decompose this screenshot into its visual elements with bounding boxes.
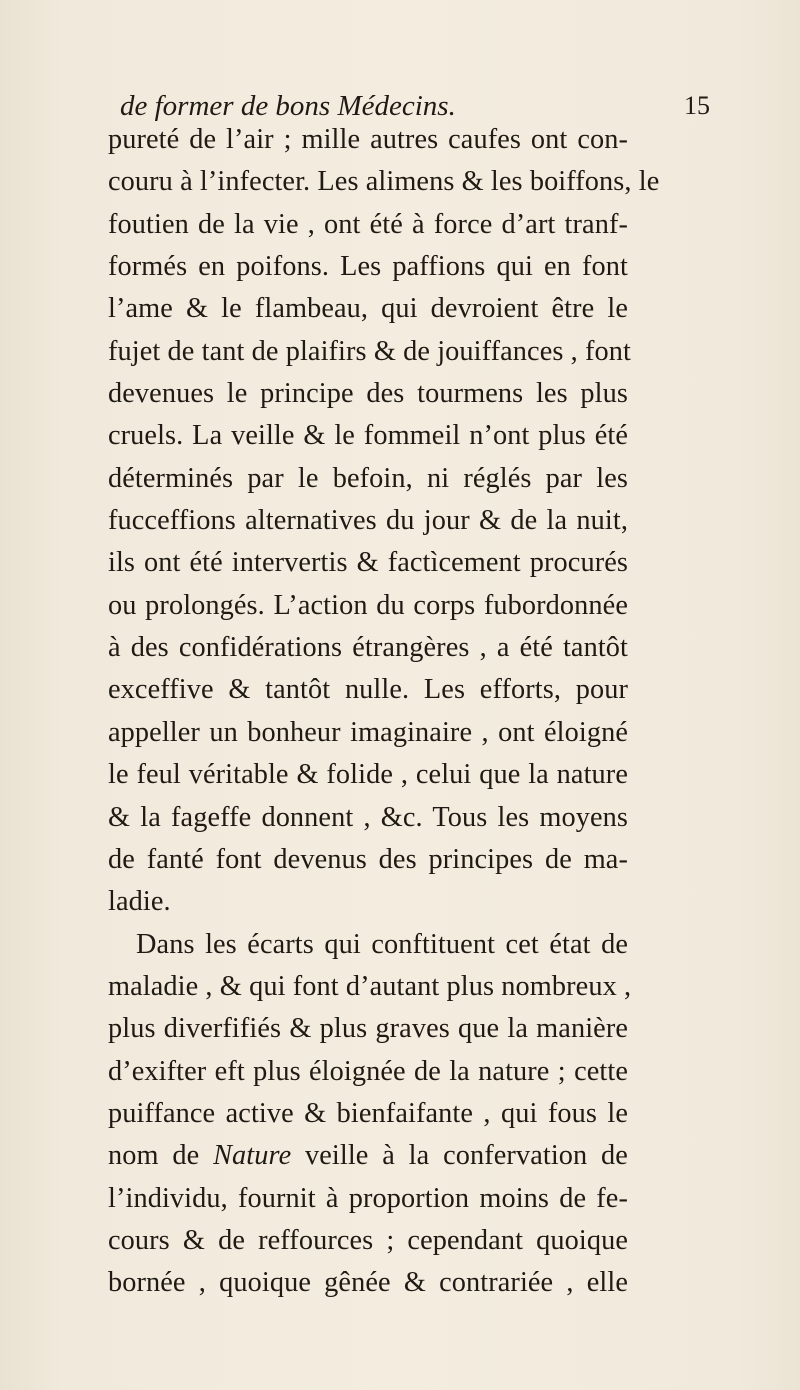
paragraph-2 bbox=[108, 924, 632, 1305]
text-segment: veille à la confervation de bbox=[305, 1140, 628, 1172]
text-line: exceffive & tantôt nulle. Les efforts, pour bbox=[108, 674, 628, 706]
text-line: devenues le principe des tourmens les plus bbox=[108, 378, 628, 410]
text-line: Dans les écarts qui conftituent cet état de bbox=[136, 928, 628, 960]
text-line: l’individu, fournit à proportion moins de fe- bbox=[108, 1182, 628, 1214]
text-line: cruels. La veille & le fommeil n’ont plus été bbox=[108, 420, 628, 452]
text-line: ils ont été intervertis & factìcement procurés bbox=[108, 547, 628, 579]
text-line: fujet de tant de plaifirs & de jouiffances , font bbox=[108, 335, 631, 367]
text-line: maladie , & qui font d’autant plus nombreux , bbox=[108, 970, 632, 1002]
text-line: le feul véritable & folide , celui que la nature bbox=[108, 759, 628, 791]
text-line: foutien de la vie , ont été à force d’art tranf- bbox=[108, 208, 628, 240]
text-line: couru à l’infecter. Les alimens & les boiffons, le bbox=[108, 166, 660, 198]
text-line: pureté de l’air ; mille autres caufes ont con- bbox=[108, 124, 628, 155]
paragraph-1 bbox=[108, 119, 660, 924]
text-line: appeller un bonheur imaginaire , ont éloigné bbox=[108, 716, 628, 748]
text-line: à des confidérations étrangères , a été tantôt bbox=[108, 632, 628, 664]
italic-term: Nature bbox=[213, 1140, 292, 1172]
text-line: puiffance active & bienfaifante , qui fous le bbox=[108, 1097, 628, 1129]
text-line: ou prolongés. L’action du corps fubordonnée bbox=[108, 589, 628, 621]
text-line: bornée , quoique gênée & contrariée , elle bbox=[108, 1267, 628, 1299]
text-line: déterminés par le befoin, ni réglés par les bbox=[108, 462, 628, 494]
text-line: formés en poifons. Les paffions qui en font bbox=[108, 251, 628, 283]
text-line: cours & de reffources ; cependant quoique bbox=[108, 1224, 628, 1256]
text-line: & la fageffe donnent , &c. Tous les moyens bbox=[108, 801, 628, 833]
text-segment: nom de bbox=[108, 1140, 200, 1172]
text-line: l’ame & le flambeau, qui devroient être le bbox=[108, 293, 628, 325]
running-title: de former de bons Médecins. bbox=[120, 90, 456, 122]
page-number: 15 bbox=[684, 91, 710, 120]
text-line: plus diverfifiés & plus graves que la manière bbox=[108, 1013, 628, 1045]
body-text bbox=[108, 119, 660, 1305]
text-line: ladie. bbox=[108, 886, 171, 918]
text-line: de fanté font devenus des principes de ma- bbox=[108, 843, 628, 875]
text-line: fucceffions alternatives du jour & de la nuit, bbox=[108, 505, 628, 537]
text-line bbox=[108, 1135, 628, 1177]
text-line: d’exifter eft plus éloignée de la nature ; cette bbox=[108, 1055, 628, 1087]
